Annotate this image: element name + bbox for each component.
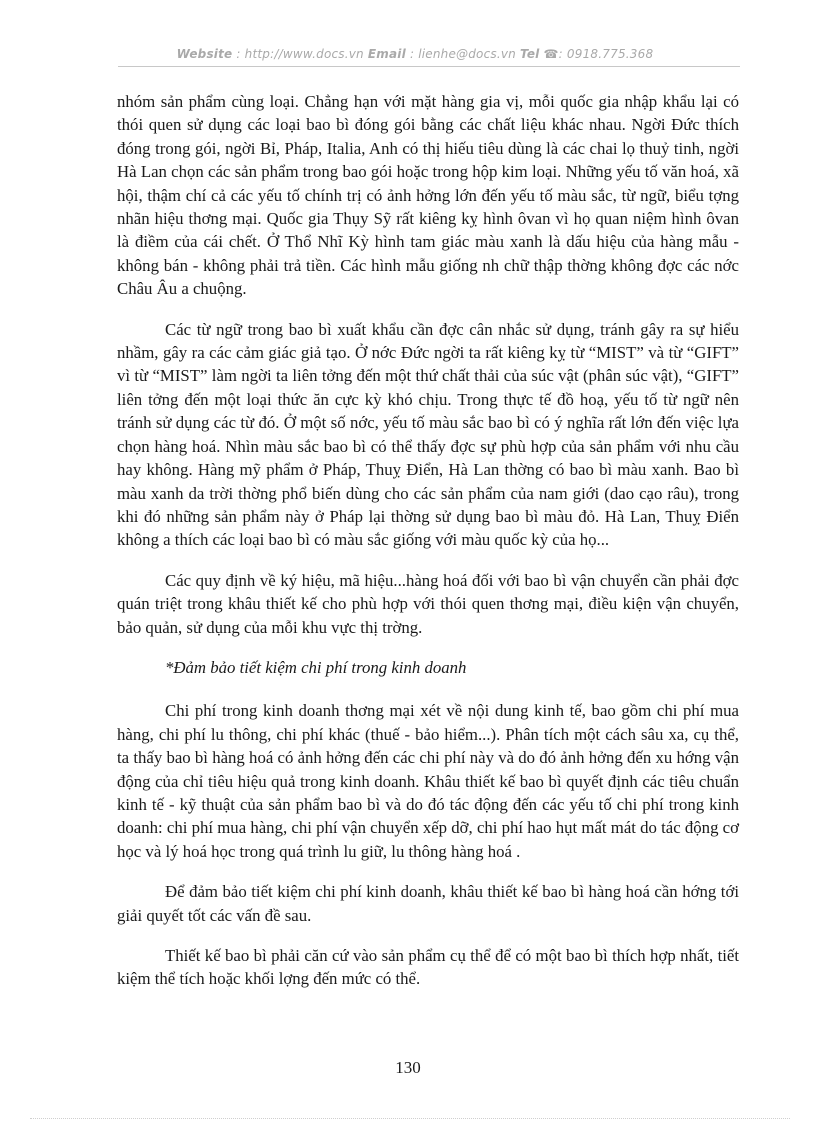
website-value: : http://www.docs.vn — [236, 47, 364, 61]
paragraph: nhóm sản phẩm cùng loại. Chẳng hạn với mặt hàng gia vị, mỗi quốc gia nhập khẩu lại có thói quen sử dụng các loại bao bì đóng gói bằng các chất liệu khác nhau. Ngời Đức thích đóng trong gói, ngời Bỉ, Pháp, Italia, Anh có thị hiếu tiêu dùng là các chai lọ thuỷ tinh, ngời Hà Lan chọn các sản phẩm trong bao gói hoặc trong hộp kim loại. Những yếu tố văn hoá, xã hội, thậm chí cả các yếu tố chính trị có ảnh hởng lớn đến yếu tố màu sắc, từ ngữ, biểu tợng nhãn hiệu thơng mại. Quốc gia Thụy Sỹ rất kiêng kỵ hình ôvan vì họ quan niệm hình ôvan là điềm của cái chết. Ở Thổ Nhĩ Kỳ hình tam giác màu xanh là dấu hiệu của hàng mẫu - không bán - không phải trả tiền. Các hình mẫu giống nh chữ thập thờng không đợc các nớc Châu Âu a chuộng. — [117, 92, 739, 299]
tel-label: Tel — [520, 47, 540, 61]
header-divider — [118, 66, 740, 67]
page-header — [150, 47, 680, 61]
paragraph: Để đảm bảo tiết kiệm chi phí kinh doanh, khâu thiết kế bao bì hàng hoá cần hớng tới giải quyết tốt các vấn đề sau. — [117, 882, 739, 925]
email-value: : lienhe@docs.vn — [409, 47, 516, 61]
section-subheading: *Đảm bảo tiết kiệm chi phí trong kinh doanh — [165, 657, 467, 677]
footer-divider — [30, 1118, 790, 1119]
paragraph: Các quy định về ký hiệu, mã hiệu...hàng hoá đối với bao bì vận chuyển cần phải đợc quán triệt trong khâu thiết kế cho phù hợp với thói quen thơng mại, điều kiện vận chuyển, bảo quản, sử dụng của mỗi khu vực thị trờng. — [117, 570, 739, 637]
page-number: 130 — [395, 1058, 421, 1077]
email-label: Email — [367, 47, 406, 61]
website-label: Website — [176, 47, 233, 61]
paragraph: Chi phí trong kinh doanh thơng mại xét về nội dung kinh tế, bao gồm chi phí mua hàng, chi phí lu thông, chi phí khác (thuế - bảo hiểm...). Phân tích một cách sâu xa, cụ thể, ta thấy bao bì hàng hoá có ảnh hởng đến các chi phí này và do đó ảnh hởng đến xu hớng vận động của chỉ tiêu hiệu quả trong kinh doanh. Khâu thiết kế bao bì quyết định các tiêu chuẩn kinh tế - kỹ thuật của sản phẩm bao bì và do đó tác động đến các yếu tố chi phí trong kinh doanh: chi phí mua hàng, chi phí vận chuyển xếp dỡ, chi phí hao hụt mất mát do tác động cơ học và lý hoá học trong quá trình lu giữ, lu thông hàng hoá . — [117, 701, 739, 861]
paragraph: Thiết kế bao bì phải căn cứ vào sản phẩm cụ thể để có một bao bì thích hợp nhất, tiết kiệm thể tích hoặc khối lợng đến mức có thể. — [117, 946, 739, 989]
paragraph: Các từ ngữ trong bao bì xuất khẩu cần đợc cân nhắc sử dụng, tránh gây ra sự hiểu nhầm, gây ra các cảm giác giả tạo. Ở nớc Đức ngời ta rất kiêng kỵ từ “MIST” và từ “GIFT” vì từ “MIST” làm ngời ta liên tởng đến một thứ chất thải của súc vật (phân súc vật), “GIFT” liên tởng đến một loại thức ăn cực kỳ khó chịu. Trong thực tế đồ hoạ, yếu tố từ ngữ nên tránh sử dụng các từ đó. Ở một số nớc, yếu tố màu sắc bao bì có ý nghĩa rất lớn đến việc lựa chọn hàng hoá. Nhìn màu sắc bao bì có thể thấy đợc sự phù hợp của sản phẩm với nhu cầu hay không. Hàng mỹ phẩm ở Pháp, Thuỵ Điển, Hà Lan thờng có bao bì màu xanh. Bao bì màu xanh da trời thờng phổ biến dùng cho các sản phẩm của nam giới (dao cạo râu), trong khi đó những sản phẩm này ở Pháp lại thờng sử dụng bao bì màu đỏ. Hà Lan, Thuỵ Điển không a thích các loại bao bì có màu sắc giống với màu quốc kỳ của họ... — [117, 319, 739, 550]
document-body — [117, 90, 739, 1008]
tel-value: : 0918.775.368 — [558, 47, 654, 61]
phone-icon: ☎ — [543, 47, 559, 61]
